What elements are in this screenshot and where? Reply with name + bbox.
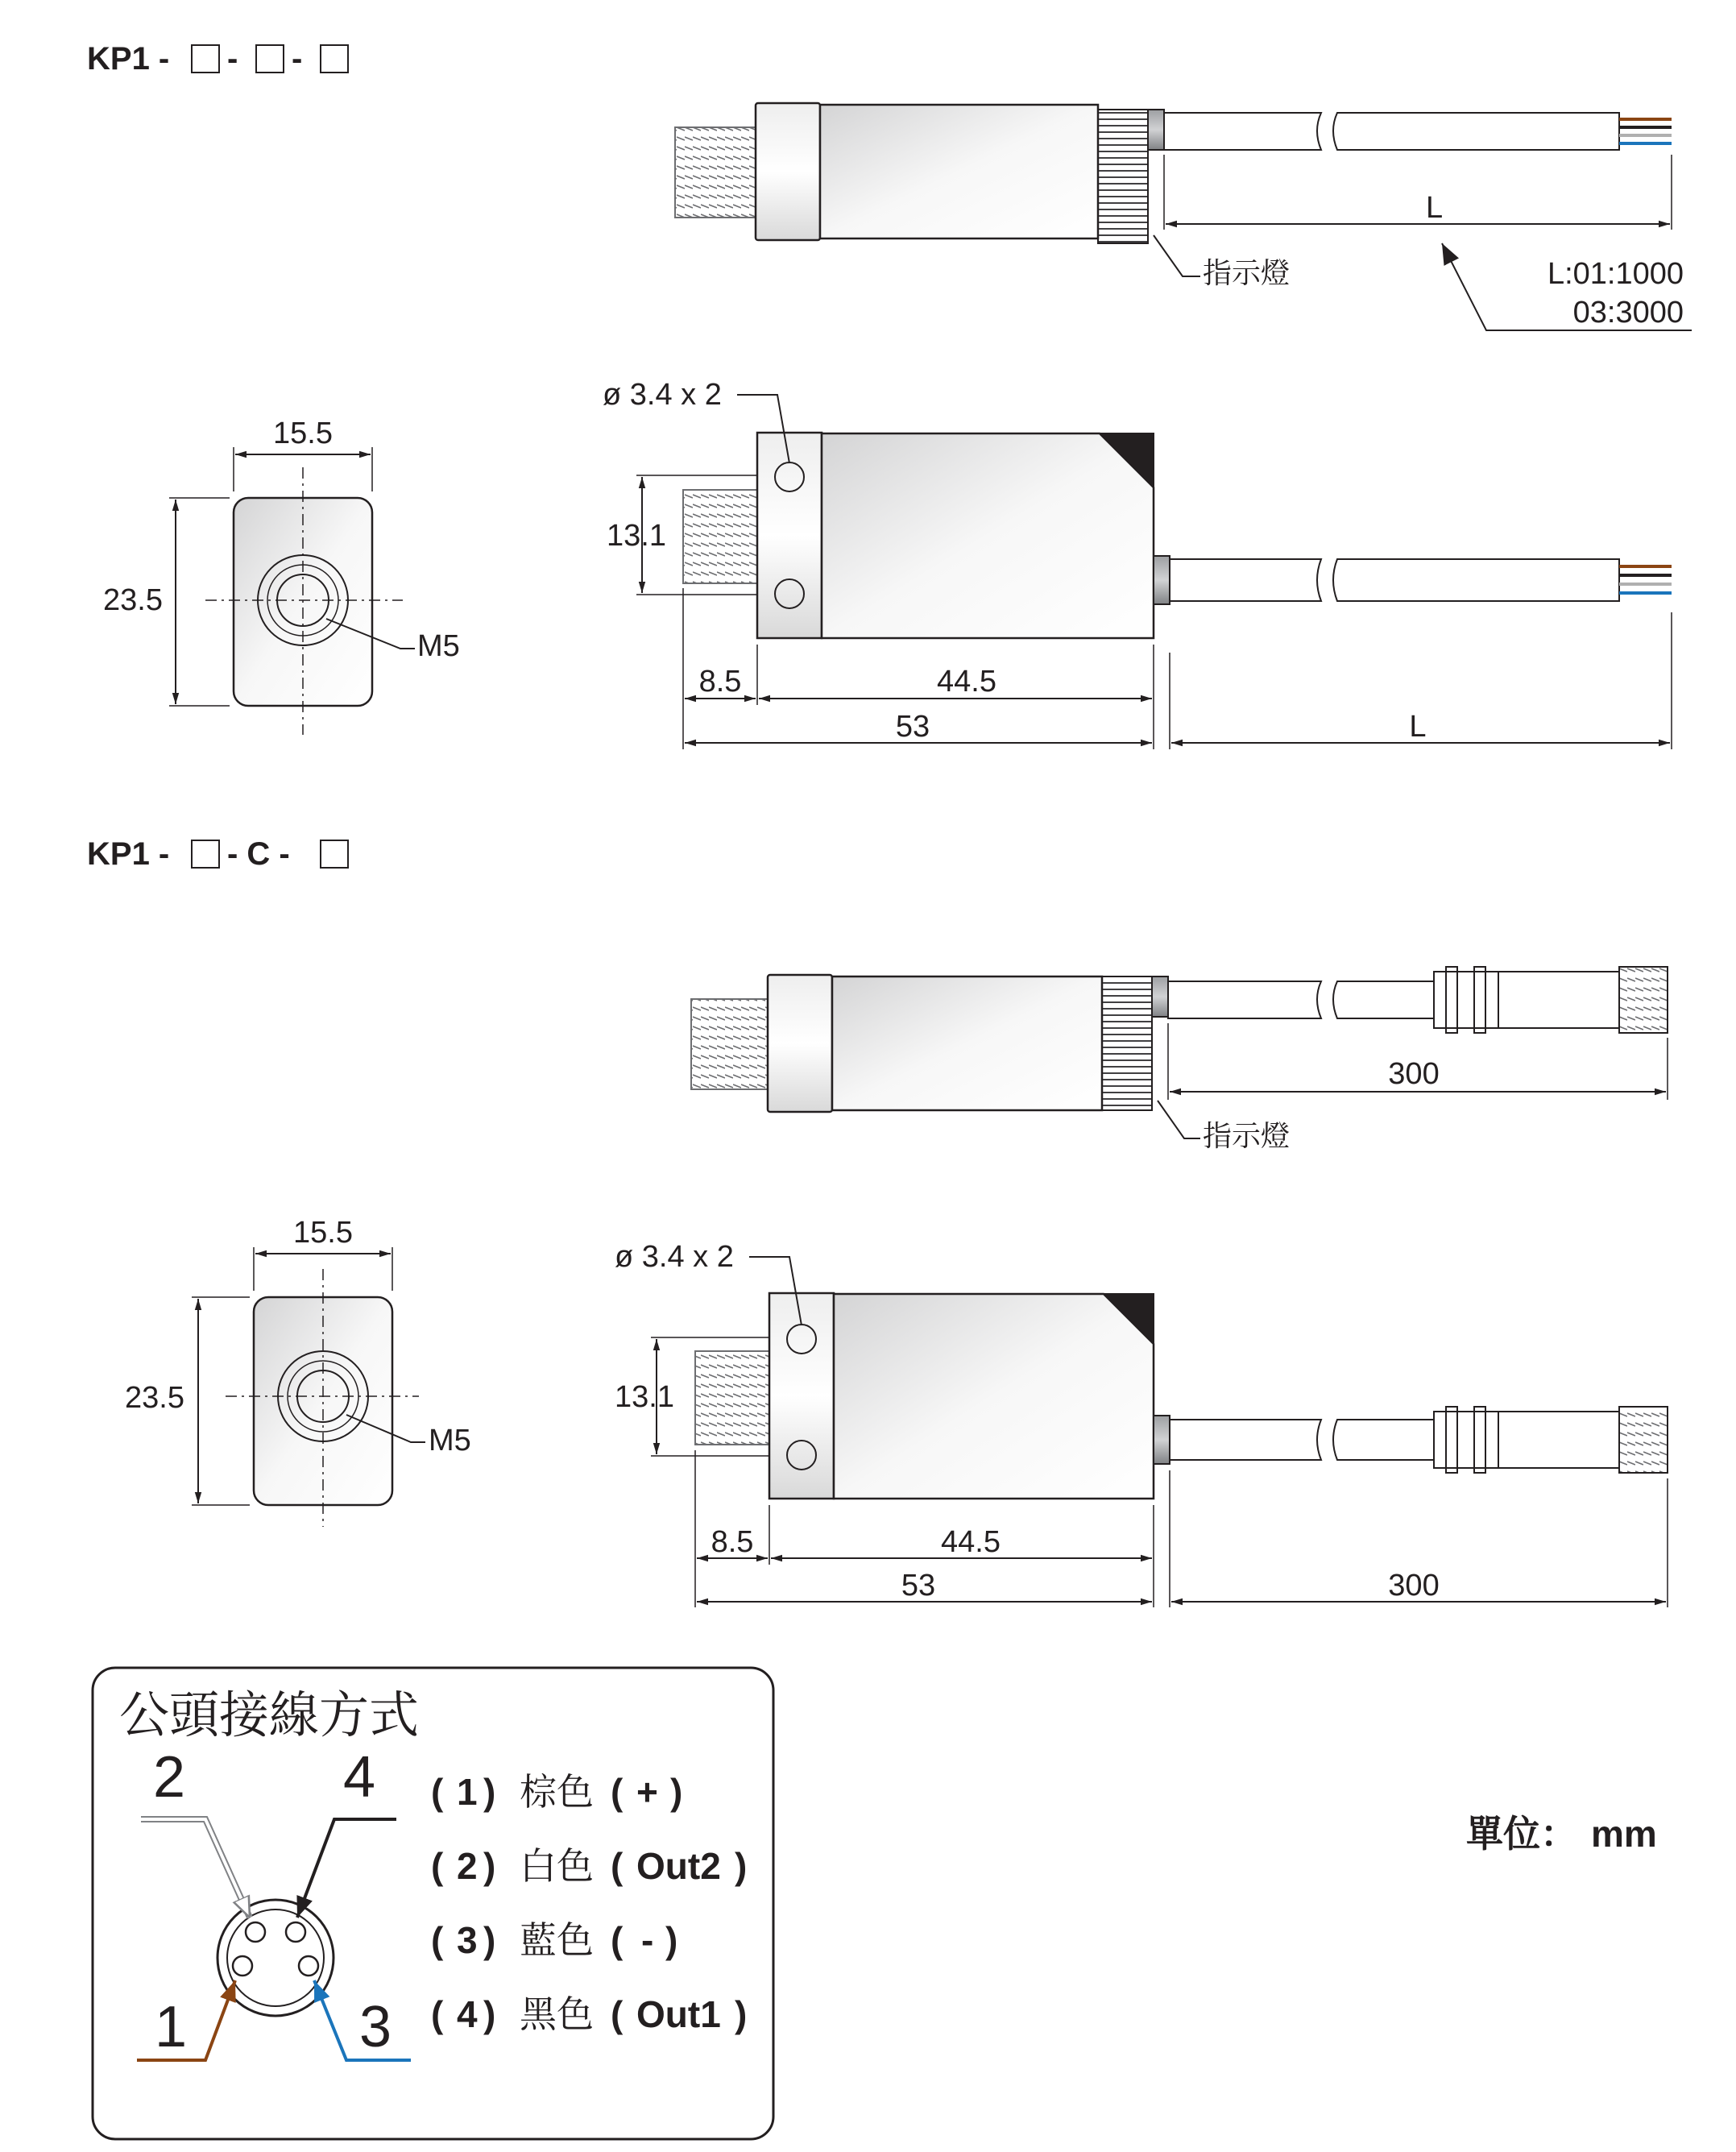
legend-signal: +	[636, 1771, 658, 1813]
thread	[675, 127, 760, 218]
cable-gland	[1154, 556, 1170, 604]
cable	[1333, 113, 1619, 150]
legend-row	[431, 1919, 677, 1961]
section1	[87, 41, 1692, 749]
cable	[1164, 113, 1321, 150]
connector-face	[218, 1900, 334, 2016]
svg-text:): )	[735, 1993, 748, 2035]
model-prefix: KP1 -	[87, 836, 170, 872]
hole-label: ø 3.4 x 2	[615, 1240, 734, 1274]
model-dash: -	[227, 41, 238, 77]
legend-color: 棕色	[520, 1771, 594, 1813]
pin-3	[299, 1956, 318, 1976]
cable	[1168, 981, 1321, 1018]
port-label: M5	[417, 629, 460, 663]
thread-label: 13.1	[607, 519, 666, 553]
svg-text:): )	[483, 1919, 496, 1961]
indicator-label: 指示燈	[1203, 256, 1291, 289]
legend-row	[431, 1771, 682, 1813]
model-option-box	[192, 840, 219, 868]
sensor-side-view-1	[603, 378, 1672, 749]
m8-connector	[1434, 1407, 1668, 1473]
sensor-front-view-1	[103, 417, 460, 735]
m8-connector	[1434, 967, 1668, 1033]
sensor-body	[834, 1294, 1154, 1499]
model-prefix: KP1 -	[87, 41, 170, 77]
cable-gland	[1148, 110, 1164, 150]
sensor-body	[832, 976, 1102, 1110]
svg-text:): )	[665, 1919, 678, 1961]
cable	[1170, 1420, 1321, 1460]
legend-number: 4	[457, 1993, 478, 2035]
indicator-leader	[1158, 1101, 1200, 1138]
length-label: L	[1426, 191, 1444, 225]
sensor-body	[820, 105, 1098, 238]
dim-label-d2: 44.5	[937, 665, 996, 699]
width-label: 15.5	[273, 417, 333, 450]
pin-1	[233, 1956, 252, 1976]
section2	[87, 836, 1668, 1607]
sensor-front-view-2	[125, 1216, 471, 1527]
legend-signal: -	[641, 1919, 654, 1961]
svg-text:): )	[483, 1993, 496, 2035]
pin-2	[246, 1922, 265, 1942]
indicator-label: 指示燈	[1203, 1119, 1291, 1152]
cable-gland	[1154, 1416, 1170, 1464]
cable	[1333, 1420, 1434, 1460]
svg-text:(: (	[431, 1993, 444, 2035]
pin-4	[286, 1922, 305, 1942]
sensor-body	[822, 433, 1154, 638]
thread	[695, 1351, 773, 1445]
model-heading-2	[87, 836, 348, 872]
dim-label-cable: L	[1409, 710, 1427, 744]
cable-length-label: 300	[1388, 1057, 1440, 1091]
legend-color: 黑色	[520, 1993, 594, 2035]
legend-color: 白色	[520, 1845, 594, 1887]
legend-number: 1	[457, 1771, 478, 1813]
mount-block	[757, 433, 822, 638]
legend-number: 3	[457, 1919, 478, 1961]
units-label: 單位：	[1466, 1813, 1577, 1855]
wiring-panel	[93, 1668, 773, 2139]
thread	[691, 999, 769, 1089]
dim-label-cable: 300	[1388, 1569, 1440, 1603]
hole-label: ø 3.4 x 2	[603, 378, 722, 412]
length-option: 03:3000	[1572, 296, 1684, 330]
cable-gland	[1152, 976, 1168, 1017]
dim-label-d1: 8.5	[698, 665, 742, 699]
height-label: 23.5	[125, 1381, 184, 1415]
sensor-side-view-2	[615, 1240, 1668, 1607]
knurled-nut	[1098, 110, 1148, 243]
legend-signal: Out2	[636, 1845, 721, 1887]
model-heading-1	[87, 41, 348, 77]
port-label: M5	[429, 1424, 471, 1457]
wiring-title: 公頭接線方式	[119, 1688, 420, 1744]
mount-block	[768, 975, 832, 1112]
length-option: L:01:1000	[1547, 257, 1684, 291]
dim-label-d1: 8.5	[711, 1525, 754, 1559]
units-value: mm	[1591, 1813, 1657, 1855]
svg-text:(: (	[611, 1993, 624, 2035]
svg-text:): )	[670, 1771, 683, 1813]
legend-signal: Out1	[636, 1993, 721, 2035]
indicator-leader	[1154, 235, 1200, 276]
pin-number-4: 4	[342, 1745, 376, 1810]
model-option-box	[321, 45, 348, 73]
model-option-box	[256, 45, 284, 73]
thread	[683, 490, 761, 583]
legend-color: 藍色	[520, 1919, 594, 1961]
svg-text:): )	[483, 1771, 496, 1813]
cable	[1170, 559, 1321, 601]
cable	[1333, 981, 1434, 1018]
dim-label-d2: 44.5	[941, 1525, 1001, 1559]
svg-text:(: (	[611, 1845, 624, 1887]
svg-text:): )	[735, 1845, 748, 1887]
sensor-top-view-2	[691, 967, 1668, 1152]
svg-text:(: (	[431, 1845, 444, 1887]
width-label: 15.5	[293, 1216, 353, 1250]
knurled-nut	[1102, 976, 1152, 1110]
pin-number-2: 2	[152, 1745, 186, 1810]
dim-label-total: 53	[901, 1569, 936, 1603]
pin-number-3: 3	[358, 1995, 392, 2059]
mount-block	[756, 103, 820, 240]
legend-number: 2	[457, 1845, 478, 1887]
height-label: 23.5	[103, 583, 163, 617]
svg-text:): )	[483, 1845, 496, 1887]
sensor-top-view-1	[675, 103, 1692, 330]
svg-text:(: (	[611, 1919, 624, 1961]
model-option-box	[192, 45, 219, 73]
model-option-box	[321, 840, 348, 868]
model-dash: -	[292, 41, 303, 77]
cable	[1333, 559, 1619, 601]
svg-text:(: (	[431, 1771, 444, 1813]
svg-text:(: (	[431, 1919, 444, 1961]
model-code: - C -	[227, 836, 290, 872]
dim-label-total: 53	[895, 710, 930, 744]
pin-number-1: 1	[154, 1995, 188, 2059]
svg-text:(: (	[611, 1771, 624, 1813]
thread-label: 13.1	[615, 1380, 674, 1414]
units-note	[1466, 1813, 1657, 1855]
